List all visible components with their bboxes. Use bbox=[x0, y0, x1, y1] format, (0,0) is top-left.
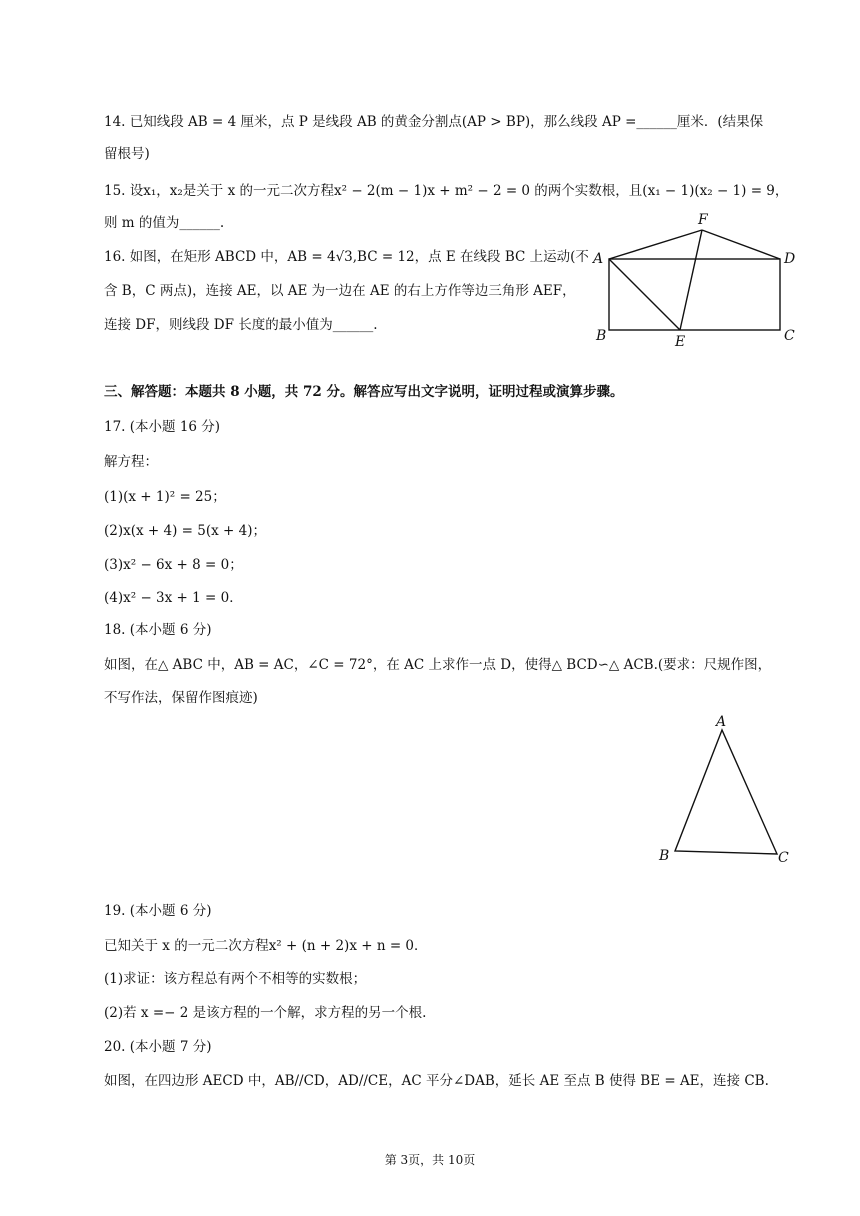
label-c: C bbox=[784, 328, 795, 344]
q18-figure bbox=[654, 710, 794, 874]
q19-line3: (2)若 x =− 2 是该方程的一个解，求方程的另一个根. bbox=[104, 1005, 427, 1021]
q15-line2: 则 m 的值为______. bbox=[104, 215, 225, 231]
q19-line2: (1)求证：该方程总有两个不相等的实数根； bbox=[104, 971, 367, 987]
q19-line1: 已知关于 x 的一元二次方程x² + (n + 2)x + n = 0． bbox=[104, 938, 428, 954]
q14-line1: 14. 已知线段 AB = 4 厘米，点 P 是线段 AB 的黄金分割点(AP > BP)，那么线段 AP =______厘米．(结果保 bbox=[104, 114, 764, 130]
q17-intro: 解方程： bbox=[104, 454, 158, 470]
segment-ef bbox=[680, 230, 702, 330]
rect-abcd bbox=[609, 259, 780, 330]
q17-head: 17. (本小题 16 分) bbox=[104, 419, 221, 435]
q18-line1: 如图，在△ ABC 中，AB = AC，∠C = 72°，在 AC 上求作一点 D，使得△ BCD∽△ ACB.(要求：尺规作图， bbox=[104, 657, 772, 673]
segment-df bbox=[702, 230, 780, 259]
label-a: A bbox=[716, 714, 727, 730]
q16-line2: 含 B，C 两点)，连接 AE，以 AE 为一边在 AE 的右上方作等边三角形 AEF， bbox=[104, 283, 576, 299]
q18-head: 18. (本小题 6 分) bbox=[104, 622, 212, 638]
q17-item-3: (3)x² − 6x + 8 = 0； bbox=[104, 557, 243, 573]
q16-figure bbox=[588, 208, 803, 354]
q17-item-2: (2)x(x + 4) = 5(x + 4)； bbox=[104, 523, 266, 539]
label-a: A bbox=[593, 251, 604, 267]
q17-item-1: (1)(x + 1)² = 25； bbox=[104, 489, 226, 505]
label-e: E bbox=[675, 334, 686, 350]
q19-head: 19. (本小题 6 分) bbox=[104, 903, 212, 919]
q16-line3: 连接 DF，则线段 DF 长度的最小值为______. bbox=[104, 317, 378, 333]
segment-af bbox=[609, 230, 702, 259]
q20-line1: 如图，在四边形 AECD 中，AB//CD，AD//CE，AC 平分∠DAB，延长 AE 至点 B 使得 BE = AE，连接 CB. bbox=[104, 1073, 769, 1089]
page-footer: 第 3页，共 10页 bbox=[384, 1153, 476, 1167]
section-heading: 三、解答题：本题共 8 小题，共 72 分。解答应写出文字说明，证明过程或演算步骤。 bbox=[104, 384, 624, 400]
q20-head: 20. (本小题 7 分) bbox=[104, 1039, 212, 1055]
label-b: B bbox=[659, 848, 670, 864]
q18-line2: 不写作法，保留作图痕迹) bbox=[104, 690, 258, 706]
label-c: C bbox=[778, 850, 789, 866]
triangle-abc bbox=[675, 730, 777, 854]
label-d: D bbox=[784, 251, 796, 267]
label-f: F bbox=[698, 212, 708, 228]
q16-line1: 16. 如图，在矩形 ABCD 中，AB = 4√3,BC = 12，点 E 在线段 BC 上运动(不 bbox=[104, 249, 589, 265]
q17-item-4: (4)x² − 3x + 1 = 0． bbox=[104, 590, 243, 606]
q14-line2: 留根号) bbox=[104, 146, 150, 162]
q15-line1: 15. 设x₁，x₂是关于 x 的一元二次方程x² − 2(m − 1)x + m² − 2 = 0 的两个实数根，且(x₁ − 1)(x₂ − 1) = 9， bbox=[104, 183, 789, 199]
label-b: B bbox=[596, 328, 607, 344]
segment-ae bbox=[609, 259, 680, 330]
